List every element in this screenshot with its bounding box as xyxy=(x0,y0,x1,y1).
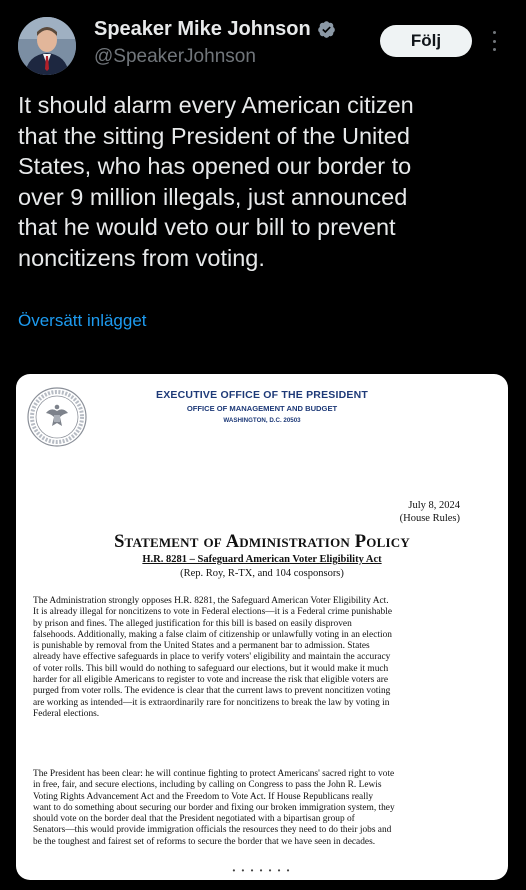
document-title-text: Statement of Administration Policy xyxy=(114,532,410,552)
translate-post-link[interactable]: Översätt inlägget xyxy=(18,311,147,330)
page-dots: • • • • • • • xyxy=(232,866,292,875)
more-vertical-icon[interactable] xyxy=(486,27,502,55)
document-rules: (House Rules) xyxy=(399,513,460,524)
document-paragraph-1: The Administration strongly opposes H.R. 8281, the Safeguard American Voter Eligibility Act. It is already illegal for noncitizens to vote in Federal elections—it is a Federal crime punishable by prison and fines. The alleged justification for this bill is based on easily disproven falsehoods. Additionally, making a false claim of citizenship or unlawfully voting in an election is punishable by removal from the United States and a permanent bar to admission. States already have effective safeguards in place to verify voters' eligibility and maintain the accuracy of voter rolls. This bill would do nothing to safeguard our elections, but it would make it much harder for all eligible Americans to register to vote and increase the risk that eligible voters are purged from voter rolls. The evidence is clear that the current laws to prevent noncitizen voting are working as intended—it is extraordinarily rare for noncitizens to break the law by voting in Federal elections. xyxy=(33,596,393,719)
avatar[interactable] xyxy=(18,17,76,75)
bill-line: H.R. 8281 – Safeguard American Voter Eligibility Act xyxy=(142,554,382,565)
more-dot xyxy=(493,31,496,34)
office-city: WASHINGTON, D.C. 20503 xyxy=(223,417,301,424)
document-date: July 8, 2024 xyxy=(408,500,460,511)
more-dot xyxy=(493,48,496,51)
display-name[interactable]: Speaker Mike Johnson xyxy=(94,18,311,40)
verified-badge-icon xyxy=(317,20,336,39)
author-handle[interactable]: @SpeakerJohnson xyxy=(94,46,256,67)
document-title xyxy=(16,532,508,553)
office-title: EXECUTIVE OFFICE OF THE PRESIDENT xyxy=(156,389,368,401)
document-paragraph-2: The President has been clear: he will continue fighting to protect Americans' sacred right to vote in free, fair, and secure elections, including by calling on Congress to pass the John R. Lewis Voting Rights Advancement Act and the Freedom to Vote Act. If House Republicans really want to do something about securing our border and fixing our broken immigration system, they should vote on the border deal that the President negotiated with a bipartisan group of Senators—this would provide immigration officials the resources they need to do their jobs and be the toughest and fairest set of reforms to secure the border that we have seen in decades. xyxy=(33,769,395,847)
attached-document-image[interactable] xyxy=(16,374,508,880)
sponsor-line: (Rep. Roy, R-TX, and 104 cosponsors) xyxy=(180,568,344,579)
author-name-row xyxy=(94,18,336,41)
post-text: It should alarm every American citizen that the sitting President of the United States, who has opened our border to over 9 million illegals, just announced that he would veto our bill to prevent noncitizens from voting. xyxy=(18,92,414,271)
post-header xyxy=(0,0,526,90)
more-dot xyxy=(493,40,496,43)
avatar-portrait-icon xyxy=(18,17,76,75)
sub-office-title: OFFICE OF MANAGEMENT AND BUDGET xyxy=(186,404,338,413)
follow-button[interactable]: Följ xyxy=(380,25,472,57)
